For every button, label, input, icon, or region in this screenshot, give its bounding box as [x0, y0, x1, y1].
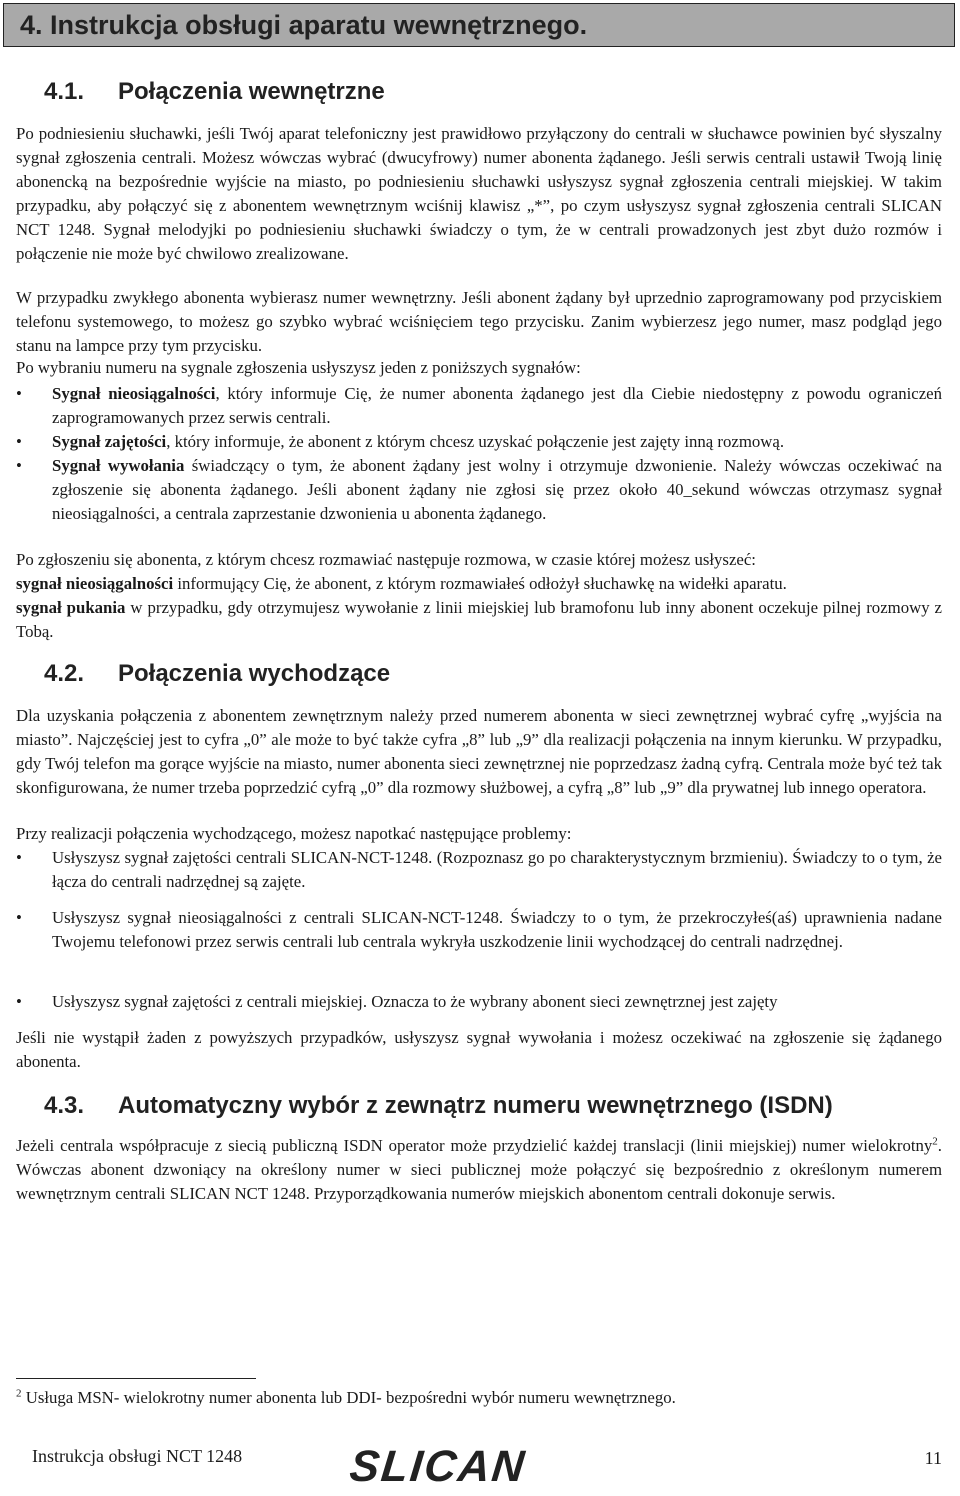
list-item-text: Usłyszysz sygnał nieosiągalności z centrali SLICAN-NCT-1248. Świadczy to o tym, że przekroczyłeś(aś) uprawnienia nadane Twojemu telefonowi przez serwis centrali lub centrala wykryła uszkodzenie linii wychodzącej do centrali nadrzędnej.	[52, 908, 942, 951]
bullet-icon: •	[16, 432, 22, 451]
list-item-text	[52, 430, 942, 454]
bullet-icon: •	[16, 992, 22, 1011]
list-item	[16, 906, 942, 954]
paragraph-text: Jeżeli centrala współpracuje z siecią publiczną ISDN operator może przydzielić każdej translacji (linii miejskiej) numer wielokrotny	[16, 1136, 933, 1155]
chapter-header-bar	[3, 3, 955, 47]
signal-name: sygnał nieosiągalności	[16, 574, 174, 593]
bullet-icon: •	[16, 848, 22, 867]
paragraph: Jeśli nie wystąpił żaden z powyższych przypadków, usłyszysz sygnał wywołania i możesz oczekiwać na zgłoszenie się żądanego abonenta.	[16, 1028, 942, 1071]
footer-document-title: Instrukcja obsługi NCT 1248	[32, 1446, 243, 1466]
list-item	[16, 382, 942, 430]
section-heading-4-2	[44, 660, 390, 688]
footnote-ref[interactable]: 2	[932, 1135, 938, 1148]
signal-name: Sygnał wywołania	[52, 456, 185, 475]
paragraph: Po podniesieniu słuchawki, jeśli Twój aparat telefoniczny jest prawidłowo przyłączony do centrali w słuchawce powinien być słyszalny sygnał zgłoszenia centrali. Możesz wówczas wybrać (dwucyfrowy) numer abonenta żądanego. Jeśli serwis centrali ustawił Twoją linię abonencką na bezpośrednie wyjście na miasto, po podniesieniu słuchawki usłyszysz sygnał zgłoszenia centrali miejskiej. W takim przypadku, aby połączyć się z abonentem wewnętrznym wciśnij klawisz „*”, po czym usłyszysz sygnał zgłoszenia centrali SLICAN NCT 1248. Sygnał melodyjki po podniesieniu słuchawki świadczy o tym, że w centrali prowadzonych jest zbyt dużo rozmów i połączenie nie może być chwilowo zrealizowane.	[16, 124, 942, 263]
paragraph	[16, 572, 942, 596]
signal-name: sygnał pukania	[16, 598, 126, 617]
bullet-icon: •	[16, 456, 22, 475]
section-heading-4-3	[44, 1092, 833, 1120]
footnote	[16, 1386, 942, 1410]
signal-description: , który informuje Cię, że numer abonenta żądanego jest dla Ciebie niedostępny z powodu ograniczeń zaprogramowanych przez serwis centrali.	[52, 384, 943, 427]
signal-name: Sygnał nieosiągalności	[52, 384, 216, 403]
bullet-icon: •	[16, 908, 22, 927]
section-number: 4.3.	[44, 1092, 85, 1119]
signal-description: świadczący o tym, że abonent żądany jest wolny i otrzymuje dzwonienie. Należy wówczas oczekiwać na zgłoszenie się abonenta żądanego. Jeśli abonent żądany nie zgłosi się przez około 40_sekund wówczas otrzymasz sygnał nieosiągalności, a centrala zaprzestanie dzwonienia u abonenta żądanego.	[52, 456, 943, 523]
list-item	[16, 846, 942, 894]
paragraph	[16, 596, 942, 644]
bullet-icon: •	[16, 384, 22, 403]
page-number: 11	[924, 1448, 942, 1468]
paragraph-text: . Wówczas abonent dzwoniący na określony numer w sieci publicznej może połączyć się bezpośrednio z określonym numerem wewnętrznym centrali SLICAN NCT 1248. Przyporządkowania numerów miejskich abonentom centrali dokonuje serwis.	[16, 1136, 942, 1203]
section-heading-4-1	[44, 78, 385, 106]
list-item-text	[52, 382, 942, 430]
footnote-divider	[16, 1378, 256, 1379]
paragraph: W przypadku zwykłego abonenta wybierasz numer wewnętrzny. Jeśli abonent żądany był uprzednio zaprogramowany pod przyciskiem telefonu systemowego, to możesz go szybko wybrać wciśnięciem tego przycisku. Zanim wybierzesz jego numer, masz podgląd jego stanu na lampce przy tym przycisku.	[16, 288, 942, 355]
list-item	[16, 454, 942, 526]
paragraph: Po zgłoszeniu się abonenta, z którym chcesz rozmawiać następuje rozmowa, w czasie której możesz usłyszeć:	[16, 550, 756, 569]
list-item-text: Usłyszysz sygnał zajętości z centrali miejskiej. Oznacza to że wybrany abonent sieci zewnętrznej jest zajęty	[52, 992, 778, 1011]
paragraph: Przy realizacji połączenia wychodzącego, możesz napotkać następujące problemy:	[16, 824, 572, 843]
section-title: Połączenia wewnętrzne	[118, 78, 385, 105]
signal-description: w przypadku, gdy otrzymujesz wywołanie z linii miejskiej lub bramofonu lub inny abonent oczekuje pilnej rozmowy z Tobą.	[16, 598, 943, 641]
list-item-text: Usłyszysz sygnał zajętości centrali SLICAN-NCT-1248. (Rozpoznasz go po charakterystycznym brzmieniu). Świadczy to o tym, że łącza do centrali nadrzędnej są zajęte.	[52, 848, 942, 891]
paragraph	[16, 1134, 942, 1206]
signal-description: , który informuje, że abonent z którym chcesz uzyskać połączenie jest zajęty inną rozmową.	[166, 432, 785, 451]
paragraph: Po wybraniu numeru na sygnale zgłoszenia usłyszysz jeden z poniższych sygnałów:	[16, 358, 581, 377]
section-number: 4.1.	[44, 78, 85, 105]
section-number: 4.2.	[44, 660, 85, 687]
slican-logo: SLICAN	[347, 1442, 529, 1491]
list-item	[16, 990, 942, 1014]
footnote-marker: 2	[16, 1387, 22, 1400]
chapter-title: 4. Instrukcja obsługi aparatu wewnętrznego.	[20, 10, 588, 40]
signal-name: Sygnał zajętości	[52, 432, 167, 451]
paragraph: Dla uzyskania połączenia z abonentem zewnętrznym należy przed numerem abonenta w sieci zewnętrznej wybrać cyfrę „wyjścia na miasto”. Najczęściej jest to cyfra „0” ale może to być także cyfra „8” lub „9” dla realizacji połączenia na innym kierunku. W przypadku, gdy Twój telefon ma gorące wyjście na miasto, numer abonenta sieci zewnętrznej nie poprzedzasz żadną cyfrą. Centrala może być też tak skonfigurowana, że numer trzeba poprzedzić cyfrą „0” dla rozmowy służbowej, a cyfrą „8” lub „9” dla prywatnej lub innego operatora.	[16, 706, 942, 797]
signal-description: informujący Cię, że abonent, z którym rozmawiałeś odłożył słuchawkę na widełki aparatu.	[173, 574, 787, 593]
section-title: Połączenia wychodzące	[118, 660, 391, 687]
list-item-text	[52, 454, 942, 526]
footnote-text: Usługa MSN- wielokrotny numer abonenta lub DDI- bezpośredni wybór numeru wewnętrznego.	[21, 1388, 676, 1407]
list-item	[16, 430, 942, 454]
section-title: Automatyczny wybór z zewnątrz numeru wewnętrznego (ISDN)	[118, 1092, 833, 1119]
